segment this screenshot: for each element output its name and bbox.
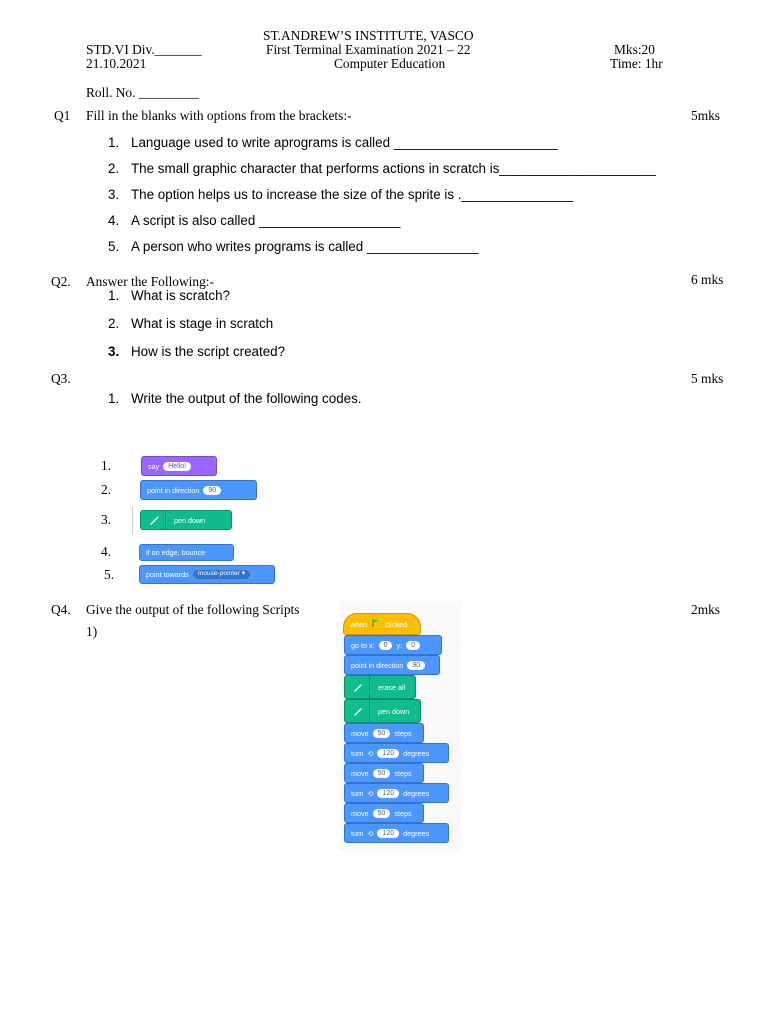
q1-marks: 5mks (691, 108, 721, 123)
q1-item-3-text: The option helps us to increase the size of the sprite is ._______________ (131, 187, 574, 202)
turn-value-2: 120 (377, 789, 399, 798)
total-marks: Mks:20 (614, 42, 655, 57)
code-1-number: 1. (101, 458, 112, 473)
turn-degrees-1: degrees (403, 748, 430, 758)
code-5-number: 5. (104, 567, 115, 582)
hat-clicked-label: clicked (385, 619, 408, 629)
point-towards-block (139, 565, 275, 584)
say-block-value: Hello! (163, 462, 191, 471)
turn-left-icon-3: ⟲ (367, 828, 374, 838)
point-in-direction-block (140, 480, 257, 500)
turn-left-icon-1: ⟲ (367, 748, 374, 758)
move-value-2: 50 (373, 769, 391, 778)
erase-pen-icon (347, 676, 370, 698)
say-block-label: say (148, 461, 160, 471)
turn-block-3 (344, 823, 449, 843)
exam-date: 21.10.2021 (86, 56, 147, 71)
go-to-x-label: go to x: (351, 640, 375, 650)
q4-marks: 2mks (691, 602, 721, 617)
turn-value-3: 120 (377, 829, 399, 838)
divider-line (132, 507, 133, 535)
hat-when-label: when (350, 619, 368, 629)
q1-item-1-text: Language used to write aprograms is called ______________________ (131, 135, 558, 150)
green-flag-icon (371, 618, 381, 630)
point-in-direction-label: point in direction (147, 485, 200, 495)
erase-all-block (344, 675, 416, 699)
move-label-3: move (351, 808, 369, 818)
script-pen-icon (347, 700, 370, 722)
point-towards-dropdown: mouse-pointer ▾ (193, 570, 250, 579)
when-flag-clicked-block (343, 613, 421, 635)
turn-block-1 (344, 743, 449, 763)
turn-degrees-2: degrees (403, 788, 430, 798)
script-pen-down-label: pen down (378, 706, 410, 716)
q2-item-3-text: How is the script created? (131, 344, 286, 359)
code-2-number: 2. (101, 482, 112, 497)
q3-marks: 5 mks (691, 371, 724, 386)
q2-item-2-text: What is stage in scratch (131, 316, 274, 331)
q2-marks: 6 mks (691, 272, 724, 287)
go-to-y-value: 0 (406, 641, 420, 650)
q2-item-1-text: What is scratch? (131, 288, 230, 303)
q2-item-1-number: 1. (108, 288, 120, 303)
move-block-2 (344, 763, 424, 783)
script-panel (340, 601, 461, 853)
script-point-in-direction-block (344, 655, 440, 675)
q2-item-3-number: 3. (108, 344, 120, 359)
q4-sub-label: 1) (86, 624, 98, 639)
q1-item-4-number: 4. (108, 213, 120, 228)
code-4-number: 4. (101, 544, 112, 559)
pen-down-block (140, 510, 232, 530)
turn-label-1: turn (351, 748, 364, 758)
go-to-x-value: 0 (379, 641, 393, 650)
pen-icon (143, 511, 166, 529)
move-value-1: 50 (373, 729, 391, 738)
script-dir-label: point in direction (351, 660, 404, 670)
subject: Computer Education (334, 56, 446, 71)
q2-item-2-number: 2. (108, 316, 120, 331)
q1-item-5-number: 5. (108, 239, 120, 254)
go-to-xy-block (344, 635, 442, 655)
script-dir-value: 90 (407, 661, 425, 670)
script-pen-down-block (344, 699, 421, 723)
q1-item-4-text: A script is also called ___________________ (131, 213, 401, 228)
roll-number: Roll. No. _________ (86, 85, 200, 100)
q4-title: Give the output of the following Scripts (86, 602, 300, 617)
turn-left-icon-2: ⟲ (367, 788, 374, 798)
q3-item-1-text: Write the output of the following codes. (131, 391, 362, 406)
exam-time: Time: 1hr (610, 56, 663, 71)
erase-all-label: erase all (378, 682, 406, 692)
q3-item-1-number: 1. (108, 391, 120, 406)
move-steps-2: steps (394, 768, 412, 778)
q2-label: Q2. (51, 274, 71, 289)
q2-title: Answer the Following:- (86, 274, 214, 289)
move-block-1 (344, 723, 424, 743)
q3-label: Q3. (51, 371, 71, 386)
turn-label-2: turn (351, 788, 364, 798)
q4-label: Q4. (51, 602, 71, 617)
q1-item-2-number: 2. (108, 161, 120, 176)
pen-down-label: pen down (174, 515, 206, 525)
q1-label: Q1 (54, 108, 71, 123)
exam-title: First Terminal Examination 2021 – 22 (266, 42, 471, 57)
turn-label-3: turn (351, 828, 364, 838)
q1-item-3-number: 3. (108, 187, 120, 202)
point-in-direction-value: 90 (203, 486, 221, 495)
point-towards-label: point towards (146, 570, 189, 579)
std-division: STD.VI Div._______ (86, 42, 202, 57)
turn-value-1: 120 (377, 749, 399, 758)
move-block-3 (344, 803, 424, 823)
if-on-edge-bounce-block (139, 544, 234, 561)
move-value-3: 50 (373, 809, 391, 818)
code-3-number: 3. (101, 512, 112, 527)
q1-item-2-text: The small graphic character that performs actions in scratch is_____________________ (131, 161, 656, 176)
q1-item-5-text: A person who writes programs is called _______________ (131, 239, 479, 254)
if-on-edge-bounce-label: if on edge, bounce (146, 548, 206, 557)
go-to-y-label: y: (396, 640, 403, 650)
turn-degrees-3: degrees (403, 828, 430, 838)
school-name: ST.ANDREW’S INSTITUTE, VASCO (263, 28, 474, 43)
say-block (141, 456, 217, 476)
q1-title: Fill in the blanks with options from the brackets:- (86, 108, 352, 123)
move-label-2: move (351, 768, 369, 778)
move-label-1: move (351, 728, 369, 738)
move-steps-1: steps (394, 728, 412, 738)
turn-block-2 (344, 783, 449, 803)
q1-item-1-number: 1. (108, 135, 120, 150)
move-steps-3: steps (394, 808, 412, 818)
